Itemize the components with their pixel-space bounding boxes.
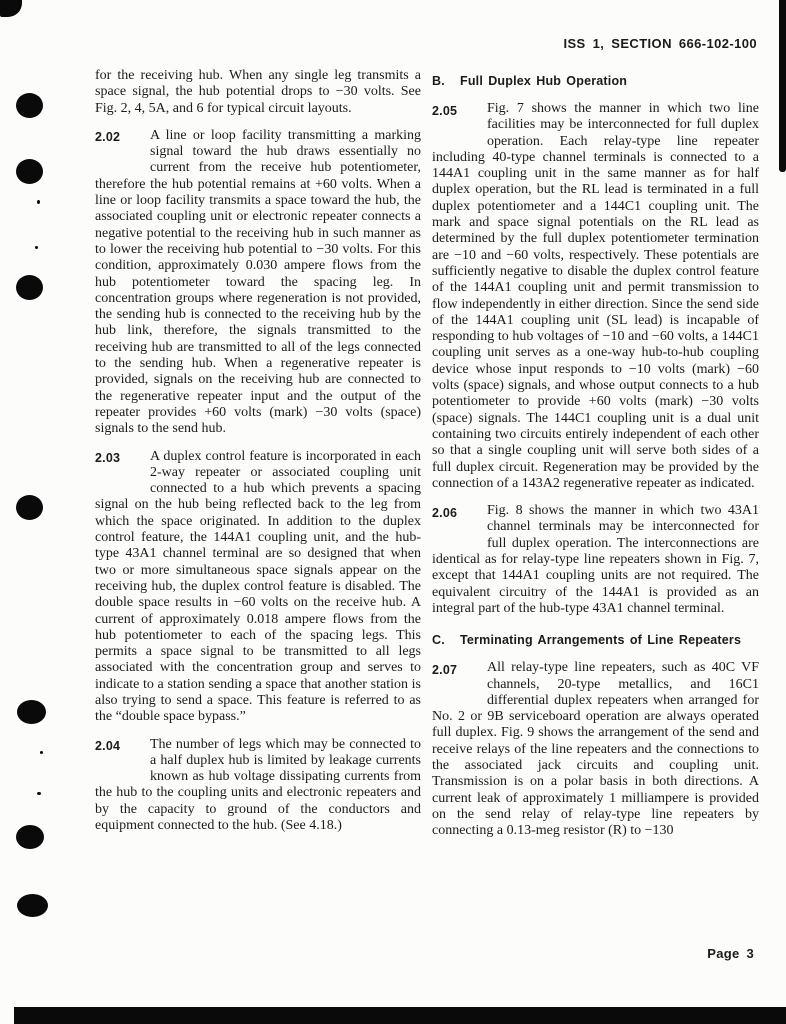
right-column <box>432 70 759 850</box>
paragraph-2-06 <box>432 503 759 617</box>
hole-punch-mark <box>16 159 43 184</box>
ink-speck <box>40 751 43 754</box>
ink-speck <box>35 246 38 249</box>
section-title: Full Duplex Hub Operation <box>460 74 628 88</box>
paragraph-continuation: for the receiving hub. When any single leg transmits a space signal, the hub potential drops to −30 volts. See Fig. 2, 4, 5A, and 6 for typical circuit layouts. <box>95 68 421 116</box>
hole-punch-mark <box>17 700 46 724</box>
paragraph-text: Fig. 7 shows the manner in which two line facilities may be interconnected for full duplex operation. Each relay-type line repeater including 40-type channel terminals is connected to a 144A1 coupling unit in the same manner as for half duplex operation, but the RL lead is terminated in a full duplex potentiometer and a 144C1 coupling unit. The mark and space signal potentials on the RL lead as determined by the full duplex potentiometer termination are −10 and −60 volts, respectively. These potentials are sufficiently negative to disable the duplex control feature of the 144A1 coupling unit and permit transmission to flow independently in either direction. Since the send side of the 144A1 coupling unit (SL lead) is incapable of responding to hub voltages of −10 and −60 volts, a 144C1 coupling unit serves as a one-way hub-to-hub coupling device whose input responds to −10 volts (mark) −60 volts (space) signals, and whose output connects to a hub potentiometer to provide +60 volts (mark) −30 volts (space) signals. The 144C1 coupling unit is a dual unit containing two circuits entirely independent of each other so that a single coupling unit will serve both sides of a full duplex circuit. Regeneration may be provided by the connection of a 143A2 regenerative repeater as indicated. <box>432 101 759 491</box>
paragraph-number: 2.06 <box>432 505 458 520</box>
section-letter: B. <box>432 74 445 88</box>
ink-speck <box>37 200 40 204</box>
section-letter: C. <box>432 633 445 648</box>
hole-punch-mark <box>16 495 43 520</box>
paragraph-number: 2.03 <box>95 451 121 466</box>
paragraph-number: 2.07 <box>432 662 458 677</box>
paragraph-text: A line or loop facility transmitting a marking signal toward the hub draws essentially no current from the receive hub potentiometer, therefore the hub potential remains at +60 volts. When a line or loop facility transmits a space toward the hub, the associated coupling unit or electronic repeater connects a negative potential to the receiving hub in such manner as to lower the receiving hub potential to −30 volts. For this condition, approximately 0.030 ampere flows from the hub potentiometer toward the spacing leg. In concentration groups where regeneration is not provided, the sending hub is connected to the receiving hub by the hub link, therefore, the signals transmitted to the receiving hub are transmitted to all of the legs connected to the sending hub. When a regenerative repeater is provided, signals on the receiving hub are connected to the regenerative repeater input and the output of the repeater provides +60 volts (mark) −30 volts (space) signals to the send hub. <box>95 127 421 437</box>
paragraph-2-04 <box>95 737 421 835</box>
scan-artifact-top-left <box>0 0 22 17</box>
paragraph-number: 2.05 <box>432 103 458 118</box>
paragraph-text: Fig. 8 shows the manner in which two 43A1 channel terminals may be interconnected for full duplex operation. The interconnections are identical as for relay-type line repeaters shown in Fig. 7, except that 144A1 coupling units are not required. The equivalent circuitry of the 144A1 is provided as an integral part of the hub-type 43A1 channel terminal. <box>432 503 759 616</box>
document-section-reference: ISS 1, SECTION 666-102-100 <box>563 36 757 51</box>
paragraph-2-07 <box>432 660 759 839</box>
section-heading-b <box>432 74 759 88</box>
paragraph-number: 2.04 <box>95 739 121 754</box>
section-heading-c <box>432 633 759 647</box>
page-number: Page 3 <box>707 946 754 961</box>
paragraph-2-03 <box>95 449 421 726</box>
paragraph-2-05 <box>432 101 759 492</box>
hole-punch-mark <box>16 275 43 300</box>
ink-speck <box>37 792 41 795</box>
scan-artifact-right-edge <box>779 0 786 172</box>
paragraph-text: A duplex control feature is incorporated in each 2-way repeater or associated coupling unit connected to a hub which prevents a spacing signal on the hub being reflected back to the leg from which the space originated. In addition to the duplex control feature, the 144A1 coupling unit, and the hub-type 43A1 channel terminal are so designed that when two or more simultaneous space signals appear on the receiving hub, the duplex control feature is disabled. The double space results in −60 volts on the receive hub. A current of approximately 0.018 ampere flows from the hub potentiometer to each of the spacing legs. This permits a space signal to be transmitted to all legs associated with the concentration group and serves to indicate to a station sending a space that another station is also trying to send a space. This feature is referred to as the “double space bypass.” <box>95 448 421 725</box>
hole-punch-mark <box>16 825 44 849</box>
scan-artifact-bottom-bar <box>14 1007 786 1024</box>
hole-punch-mark <box>16 93 43 118</box>
left-column <box>95 68 421 845</box>
paragraph-number: 2.02 <box>95 130 121 145</box>
paragraph-text: All relay-type line repeaters, such as 40C VF channels, 20-type metallics, and 16C1 differential duplex repeaters when arranged for No. 2 or 9B serviceboard operation are always operated full duplex. Fig. 9 shows the arrangement of the send and receive relays of the line repeaters and the connections to the associated jack circuits and coupling unit. Transmission is on a polar basis in both directions. A current leak of approximately 1 milliampere is provided on the send relay of relay-type line repeaters by connecting a 0.13-meg resistor (R) to −130 <box>432 660 759 839</box>
hole-punch-mark <box>17 894 48 917</box>
section-title: Terminating Arrangements of Line Repeaters <box>460 633 742 648</box>
paragraph-2-02 <box>95 128 421 438</box>
paragraph-text: The number of legs which may be connected to a half duplex hub is limited by leakage currents known as hub voltage dissipating currents from the hub to the coupling units and electronic repeaters and by the capacity to ground of the conductors and equipment connected to the hub. (See 4.18.) <box>95 736 421 834</box>
